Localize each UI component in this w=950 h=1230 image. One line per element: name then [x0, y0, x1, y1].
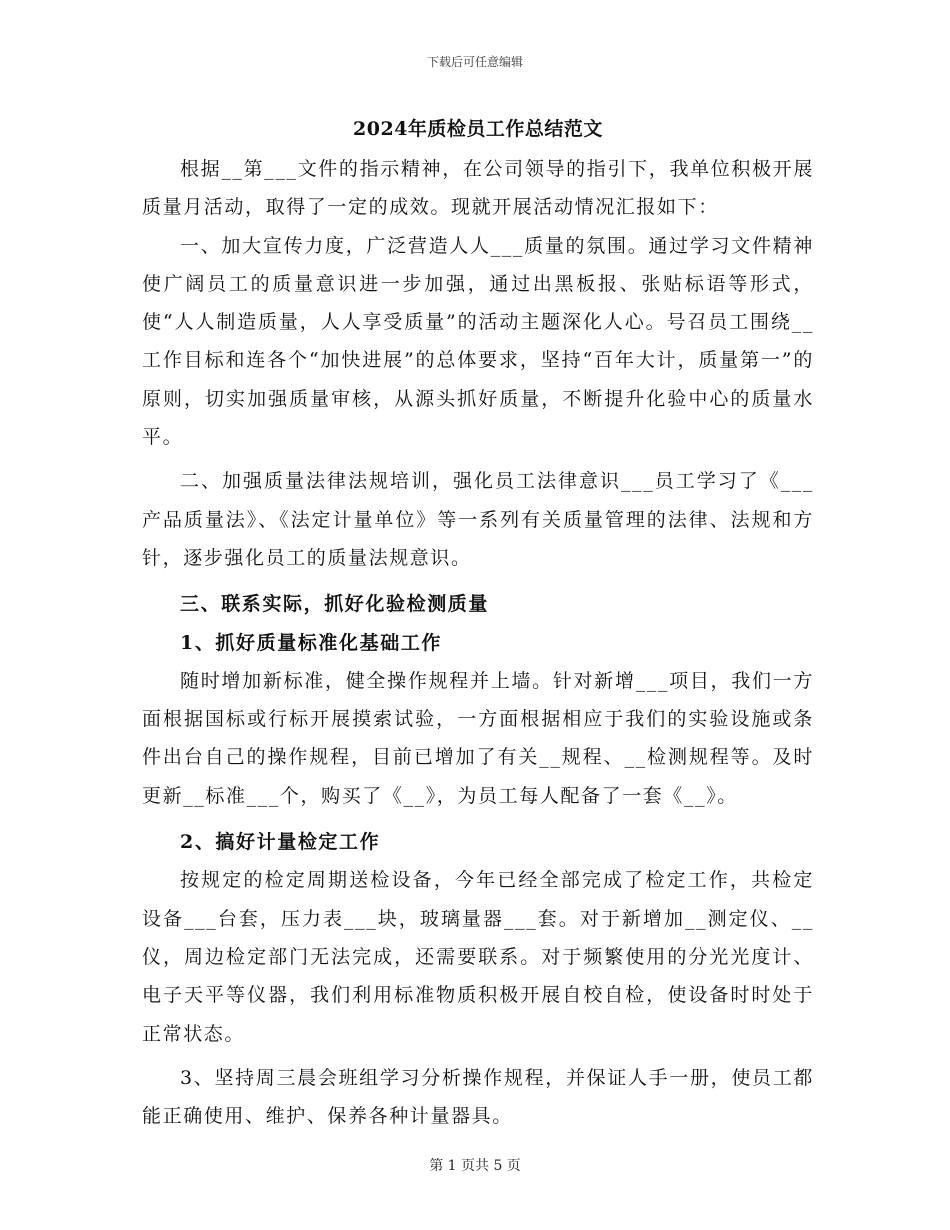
heading-subsection-2: 2、搞好计量检定工作 — [180, 831, 381, 854]
paragraph-subsection-1: 随时增加新标准，健全操作规程并上墙。针对新增___项目，我们一方面根据国标或行标开展摸索试验，一方面根据相应于我们的实验设施或条件出台自己的操作规程，目前已增加了有关__规程、__检测规程等。及时更新__标准___个，购买了《__》，为员工每人配备了一套《__》。 — [142, 669, 814, 807]
header-note: 下载后可任意编辑 — [426, 55, 523, 69]
paragraph-section-2: 二、加强质量法律法规培训，强化员工法律意识___员工学习了《___产品质量法》、《法定计量单位》等一系列有关质量管理的法律、法规和方针，逐步强化员工的质量法规意识。 — [142, 470, 814, 569]
paragraph-section-1: 一、加大宣传力度，广泛营造人人___质量的氛围。通过学习文件精神使广阔员工的质量意识进一步加强，通过出黑板报、张贴标语等形式，使“人人制造质量，人人享受质量”的活动主题深化人心。号召员工围绕__工作目标和连各个“加快进展”的总体要求，坚持“百年大计，质量第一”的原则，切实加强质量审核，从源头抓好质量，不断提升化验中心的质量水平。 — [142, 234, 814, 449]
page-footer: 第 1 页共 5 页 — [429, 1158, 521, 1174]
heading-subsection-1: 1、抓好质量标准化基础工作 — [180, 631, 443, 654]
paragraph-subsection-3: 3、坚持周三晨会班组学习分析操作规程，并保证人手一册，使员工都能正确使用、维护、保养各种计量器具。 — [142, 1066, 814, 1128]
heading-section-3: 三、联系实际，抓好化验检测质量 — [180, 593, 490, 616]
document-body — [142, 112, 814, 1135]
paragraph-intro: 根据__第___文件的指示精神，在公司领导的指引下，我单位积极开展质量月活动，取得了一定的成效。现就开展活动情况汇报如下： — [142, 158, 814, 219]
paragraph-subsection-2: 按规定的检定周期送检设备，今年已经全部完成了检定工作，共检定设备___台套，压力表___块，玻璃量器___套。对于新增加__测定仪、__仪，周边检定部门无法完成，还需要联系。对于频繁使用的分光光度计、电子天平等仪器，我们利用标准物质积极开展自校自检，使设备时时处于正常状态。 — [142, 869, 814, 1045]
document-title: 2024年质检员工作总结范文 — [353, 118, 603, 140]
